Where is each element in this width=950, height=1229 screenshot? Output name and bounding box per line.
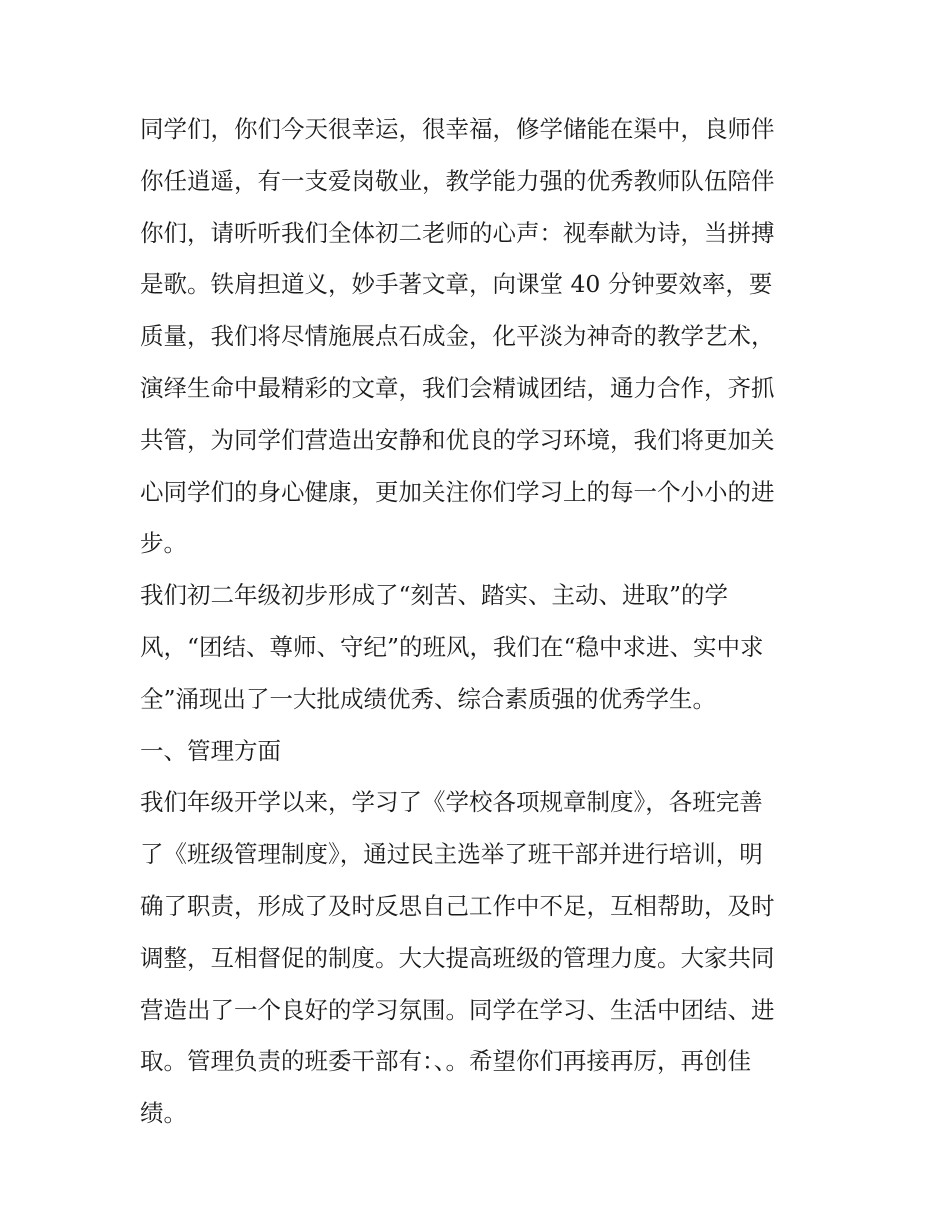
text-line: 绩。 — [140, 1099, 187, 1128]
text-line: 质量，我们将尽情施展点石成金，化平淡为神奇的教学艺术， — [140, 322, 775, 351]
text-line: 调整，互相督促的制度。大大提高班级的管理力度。大家共同 — [140, 943, 775, 972]
text-line: 风，“团结、尊师、守纪”的班风，我们在“稳中求进、实中求 — [140, 632, 764, 661]
text-line: 你们，请听听我们全体初二老师的心声：视奉献为诗，当拼搏 — [140, 218, 775, 247]
text-line: 了《班级管理制度》，通过民主选举了班干部并进行培训，明 — [140, 840, 763, 869]
text-line: 共管，为同学们营造出安静和优良的学习环境，我们将更加关 — [140, 425, 775, 454]
document-body — [140, 104, 812, 1140]
text-line: 确了职责，形成了及时反思自己工作中不足，互相帮助，及时 — [140, 891, 775, 920]
text-line: 心同学们的身心健康，更加关注你们学习上的每一个小小的进 — [140, 477, 775, 506]
text-line: 我们年级开学以来，学习了《学校各项规章制度》，各班完善 — [140, 788, 763, 817]
text-line: 营造出了一个良好的学习氛围。同学在学习、生活中团结、进 — [140, 995, 775, 1024]
text-line: 全”涌现出了一大批成绩优秀、综合素质强的优秀学生。 — [140, 684, 717, 713]
text-line: 步。 — [140, 529, 187, 558]
text-line: 是歌。铁肩担道义，妙手著文章，向课堂 40 分钟要效率，要 — [140, 270, 773, 299]
text-line: 你任逍遥，有一支爱岗敬业，教学能力强的优秀教师队伍陪伴 — [140, 166, 775, 195]
text-line: 我们初二年级初步形成了“刻苦、踏实、主动、进取”的学 — [140, 581, 729, 610]
text-line: 同学们，你们今天很幸运，很幸福，修学储能在渠中，良师伴 — [140, 115, 775, 143]
text-line: 演绎生命中最精彩的文章，我们会精诚团结，通力合作，齐抓 — [140, 373, 775, 402]
text-line: 取。管理负责的班委干部有：、。希望你们再接再厉，再创佳 — [140, 1047, 751, 1076]
section-heading: 一、管理方面 — [140, 736, 281, 765]
